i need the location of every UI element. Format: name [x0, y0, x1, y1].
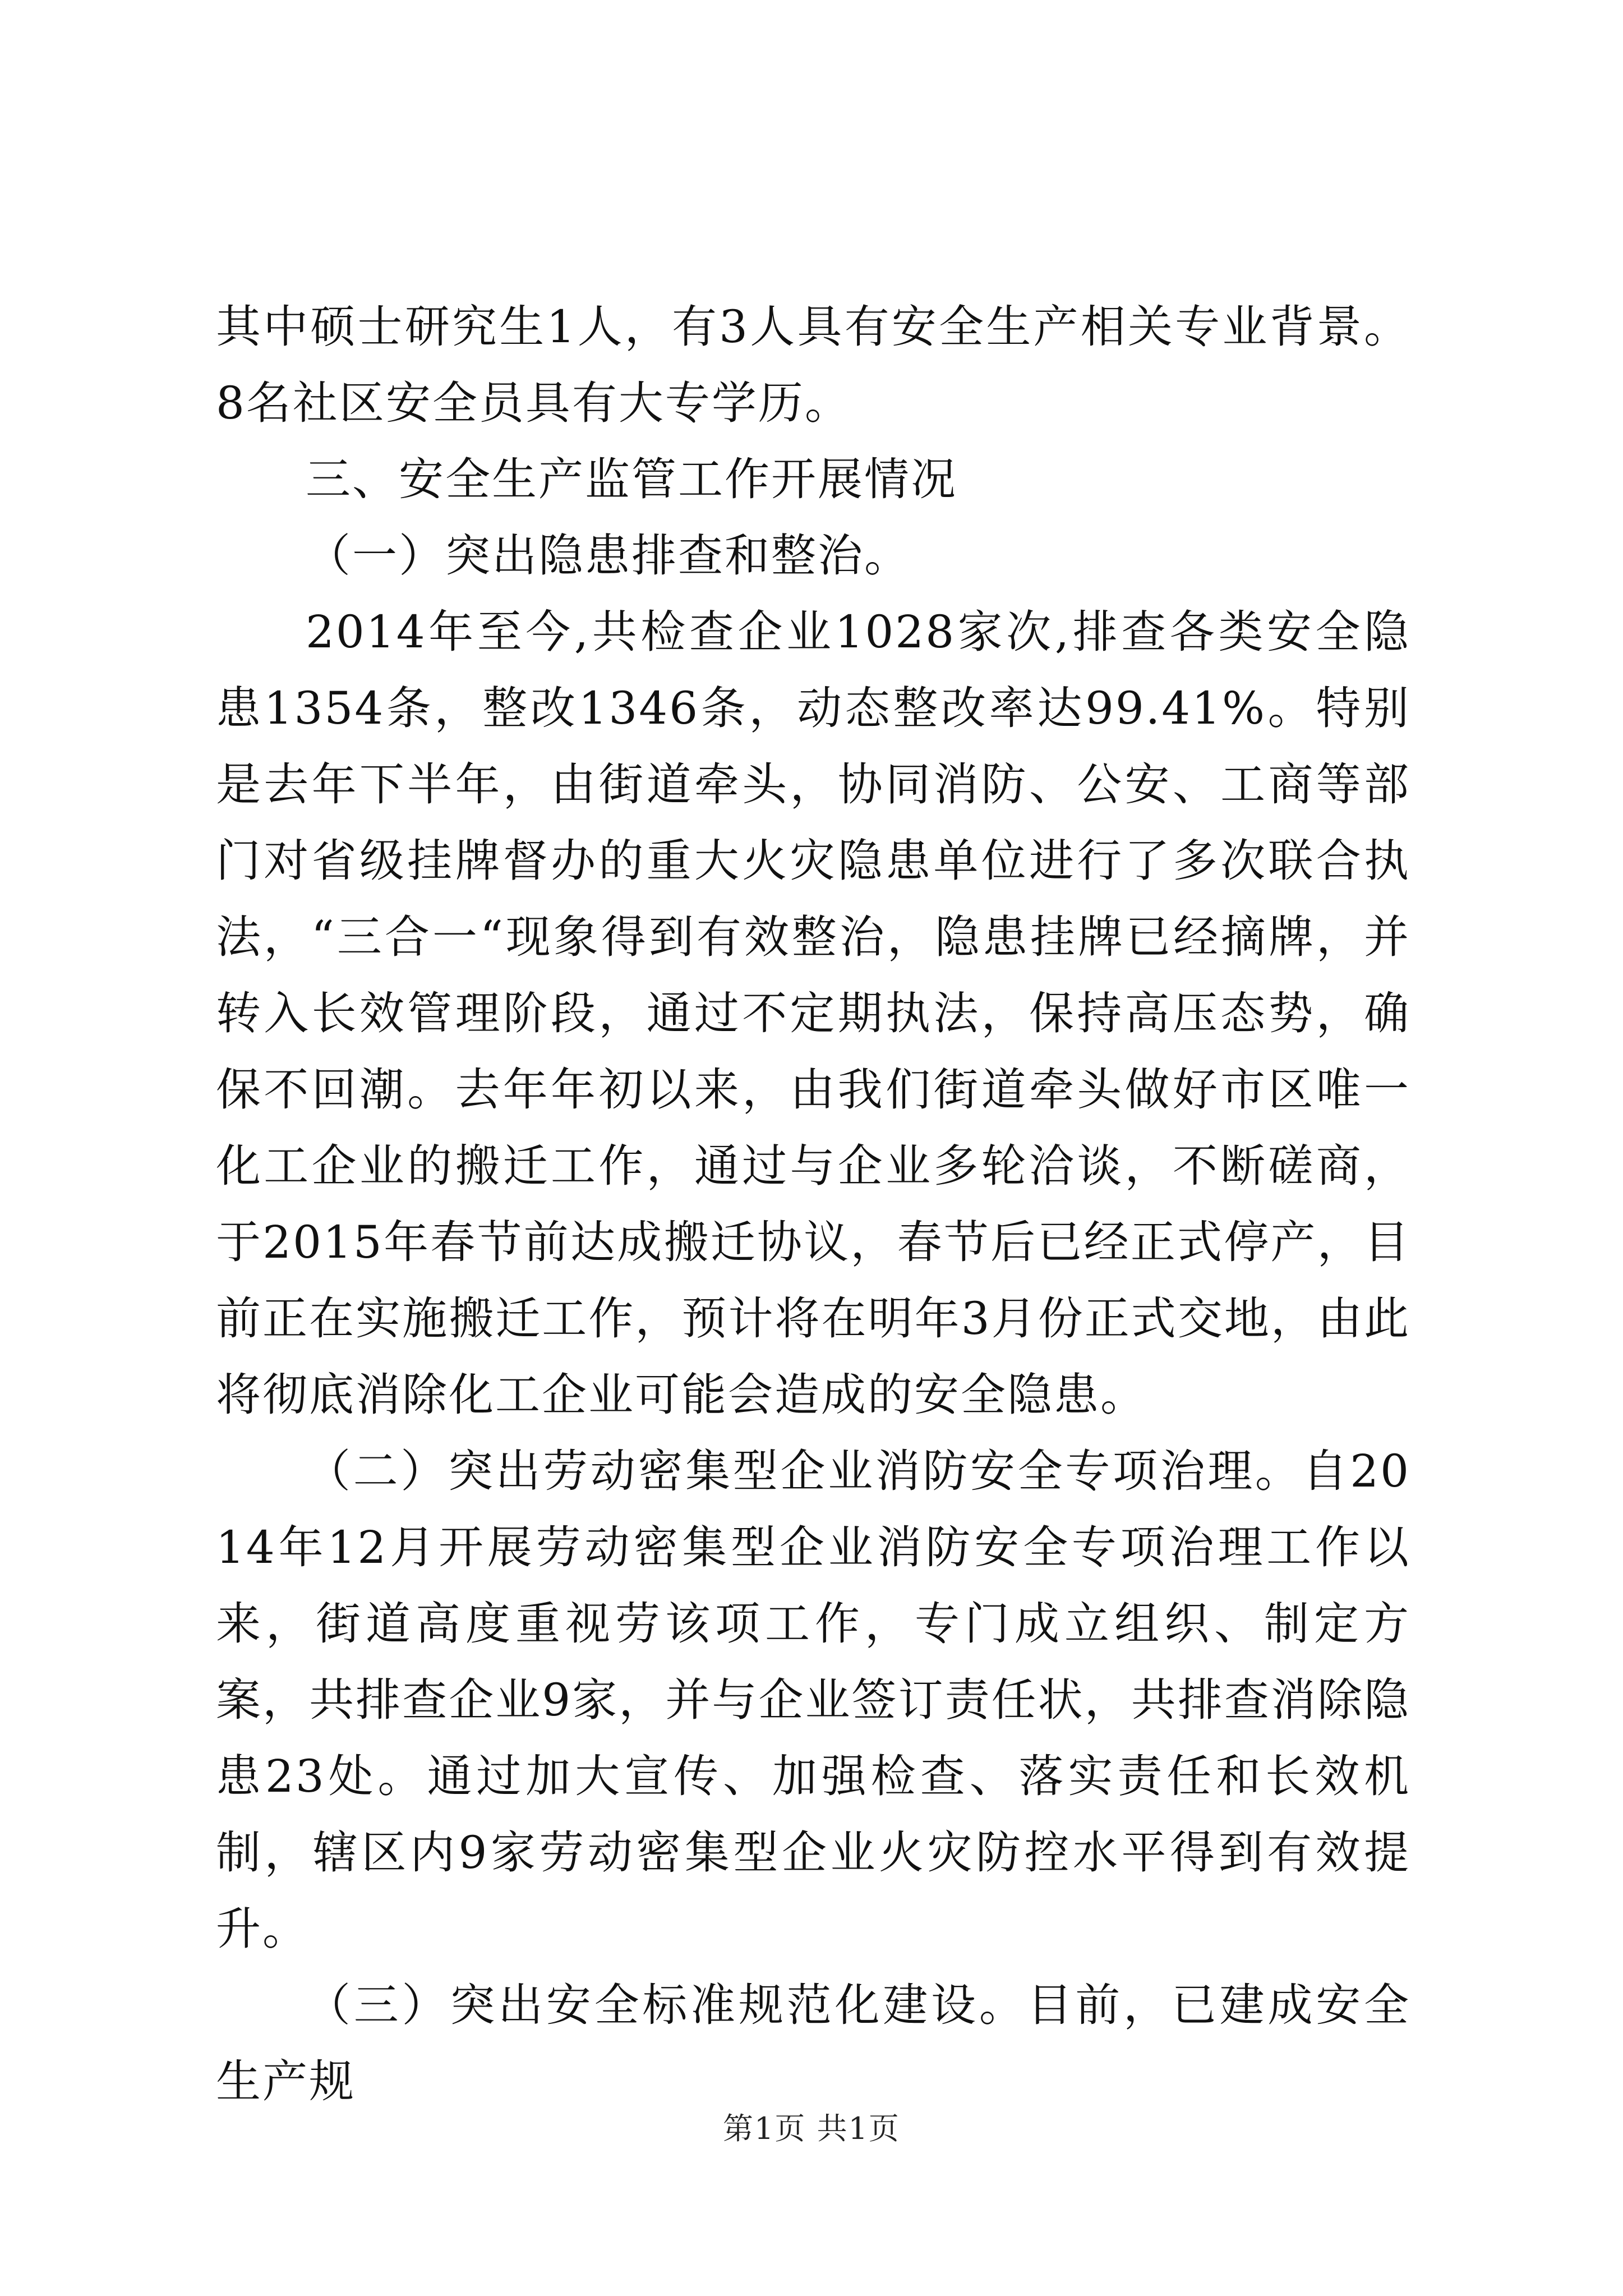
- page-footer: 第1页 共1页: [723, 2111, 900, 2146]
- section-heading-3: 三、安全生产监管工作开展情况: [306, 453, 957, 505]
- document-body: [216, 289, 1410, 2120]
- paragraph-4: （三）突出安全标准规范化建设。目前，已建成安全生产规: [216, 1979, 1410, 2108]
- paragraph-2: 2014年至今,共检查企业1028家次,排查各类安全隐患1354条，整改1346条，动态整改率达99.41%。特别是去年下半年，由街道牵头，协同消防、公安、工商等部门对省级挂牌督办的重大火灾隐患单位进行了多次联合执法，“三合一“现象得到有效整治，隐患挂牌已经摘牌，并转入长效管理阶段，通过不定期执法，保持高压态势，确保不回潮。去年年初以来，由我们街道牵头做好市区唯一化工企业的搬迁工作，通过与企业多轮洽谈，不断磋商，于2015年春节前达成搬迁协议，春节后已经正式停产，目前正在实施搬迁工作，预计将在明年3月份正式交地，由此将彻底消除化工企业可能会造成的安全隐患。: [216, 606, 1410, 1421]
- paragraph-1: 其中硕士研究生1人，有3人具有安全生产相关专业背景。8名社区安全员具有大专学历。: [216, 301, 1410, 429]
- paragraph-3: （二）突出劳动密集型企业消防安全专项治理。自2014年12月开展劳动密集型企业消防安全专项治理工作以来，街道高度重视劳该项工作，专门成立组织、制定方案，共排查企业9家，并与企业签订责任状，共排查消除隐患23处。通过加大宣传、加强检查、落实责任和长效机制，辖区内9家劳动密集型企业火灾防控水平得到有效提升。: [216, 1445, 1410, 1955]
- subheading-1: （一）突出隐患排查和整治。: [306, 530, 911, 582]
